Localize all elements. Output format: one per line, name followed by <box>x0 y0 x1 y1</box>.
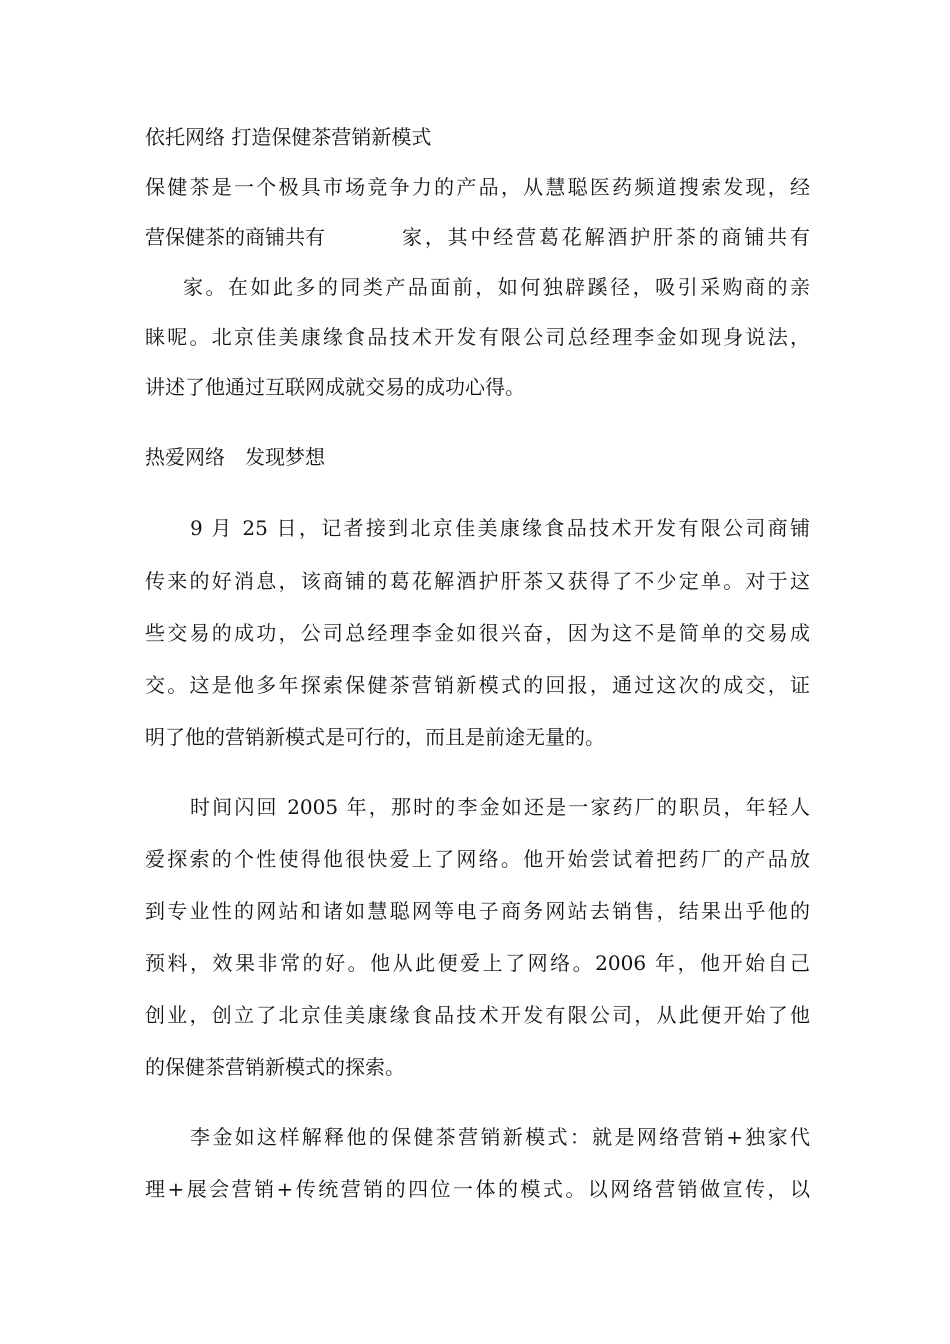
section-heading: 热爱网络 发现梦想 <box>145 445 325 469</box>
para1-line-3: 些交易的成功，公司总经理李金如很兴奋，因为这不是简单的交易成 <box>145 621 810 645</box>
para1-line-5: 明了他的营销新模式是可行的，而且是前途无量的。 <box>145 725 605 749</box>
para3-line-1: 李金如这样解释他的保健茶营销新模式：就是网络营销+独家代 <box>190 1125 810 1149</box>
para2-line-6: 的保健茶营销新模式的探索。 <box>145 1055 405 1079</box>
para2-line-3: 到专业性的网站和诸如慧聪网等电子商务网站去销售，结果出乎他的 <box>145 899 810 923</box>
intro-line-5: 讲述了他通过互联网成就交易的成功心得。 <box>145 375 525 399</box>
intro-line-2b: 家，其中经营葛花解酒护肝茶的商铺共有 <box>402 225 810 249</box>
para1-line-2: 传来的好消息，该商铺的葛花解酒护肝茶又获得了不少定单。对于这 <box>145 569 810 593</box>
para2-line-5: 创业，创立了北京佳美康缘食品技术开发有限公司，从此便开始了他 <box>145 1003 810 1027</box>
para1-line-4: 交。这是他多年探索保健茶营销新模式的回报，通过这次的成交，证 <box>145 673 810 697</box>
para2-line-2: 爱探索的个性使得他很快爱上了网络。他开始尝试着把药厂的产品放 <box>145 847 810 871</box>
para2-line-1: 时间闪回 2005 年，那时的李金如还是一家药厂的职员，年轻人 <box>190 795 810 819</box>
intro-line-3: 家。在如此多的同类产品面前，如何独辟蹊径，吸引采购商的亲 <box>183 275 810 299</box>
para2-line-4: 预料，效果非常的好。他从此便爱上了网络。2006 年，他开始自己 <box>145 951 810 975</box>
document-title: 依托网络 打造保健茶营销新模式 <box>145 125 432 149</box>
para3-line-2: 理+展会营销+传统营销的四位一体的模式。以网络营销做宣传，以 <box>145 1177 810 1201</box>
intro-line-2a: 营保健茶的商铺共有 <box>145 225 325 249</box>
para1-line-1: 9 月 25 日，记者接到北京佳美康缘食品技术开发有限公司商铺 <box>190 516 810 540</box>
intro-line-4: 睐呢。北京佳美康缘食品技术开发有限公司总经理李金如现身说法， <box>145 325 810 349</box>
intro-line-1: 保健茶是一个极具市场竞争力的产品，从慧聪医药频道搜索发现，经 <box>145 175 810 199</box>
